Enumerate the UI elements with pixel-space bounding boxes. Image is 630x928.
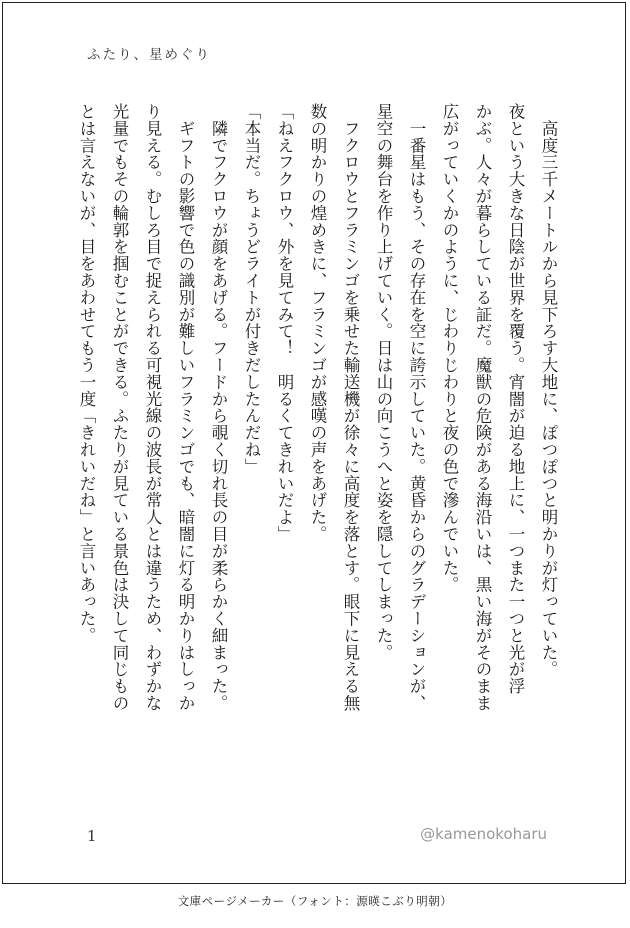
text-column: 「ねえフクロウ、外を見てみて！ 明るくてきれいだよ」 — [275, 103, 294, 543]
text-column: ギフトの影響で色の識別が難しいフラミンゴでも、暗闇に灯る明かりはしっか — [176, 103, 195, 712]
text-column: 広がっていくかのように、じわりじわりと夜の色で滲んでいた。 — [440, 103, 459, 594]
text-column: とは言えないが、目をあわせてもう一度「きれいだね」と言いあった。 — [77, 103, 96, 644]
text-column: 光量でもその輪郭を掴むことができる。ふたりが見ている景色は決して同じもの — [110, 103, 129, 712]
text-column: フクロウとフラミンゴを乗せた輸送機が徐々に高度を落とす。眼下に見える無 — [341, 103, 360, 712]
text-column: かぶ。人々が暮らしている証だ。魔獣の危険がある海沿いは、黒い海がそのまま — [473, 103, 492, 712]
author-handle: @kamenokoharu — [420, 825, 547, 843]
text-column: 夜という大きな日陰が世界を覆う。宵闇が迫る地上に、一つまた一つと光が浮 — [506, 103, 525, 695]
page-frame — [2, 2, 626, 884]
page-number: 1 — [87, 827, 97, 845]
text-column: 「本当だ。ちょうどライトが付きだしたんだね」 — [242, 103, 261, 475]
text-column: 星空の舞台を作り上げていく。日は山の向こうへと姿を隠してしまった。 — [374, 103, 393, 661]
text-column: 高度三千メートルから見下ろす大地に、ぽつぽつと明かりが灯っていた。 — [539, 103, 558, 678]
text-column: 隣でフクロウが顔をあげる。フードから覗く切れ長の目が柔らかく細まった。 — [209, 103, 228, 712]
vertical-body-text — [77, 103, 561, 773]
text-column: 一番星はもう、その存在を空に誇示していた。黄昏からのグラデーションが、 — [407, 103, 426, 712]
text-column: り見える。むしろ目で捉えられる可視光線の波長が常人とは違うため、わずかな — [143, 103, 162, 712]
text-column: 数の明かりの煌めきに、フラミンゴが感嘆の声をあげた。 — [308, 103, 327, 543]
footer-credit: 文庫ページメーカー（フォント：源暎こぶり明朝） — [177, 894, 453, 908]
book-title: ふたり、星めぐり — [87, 47, 211, 63]
